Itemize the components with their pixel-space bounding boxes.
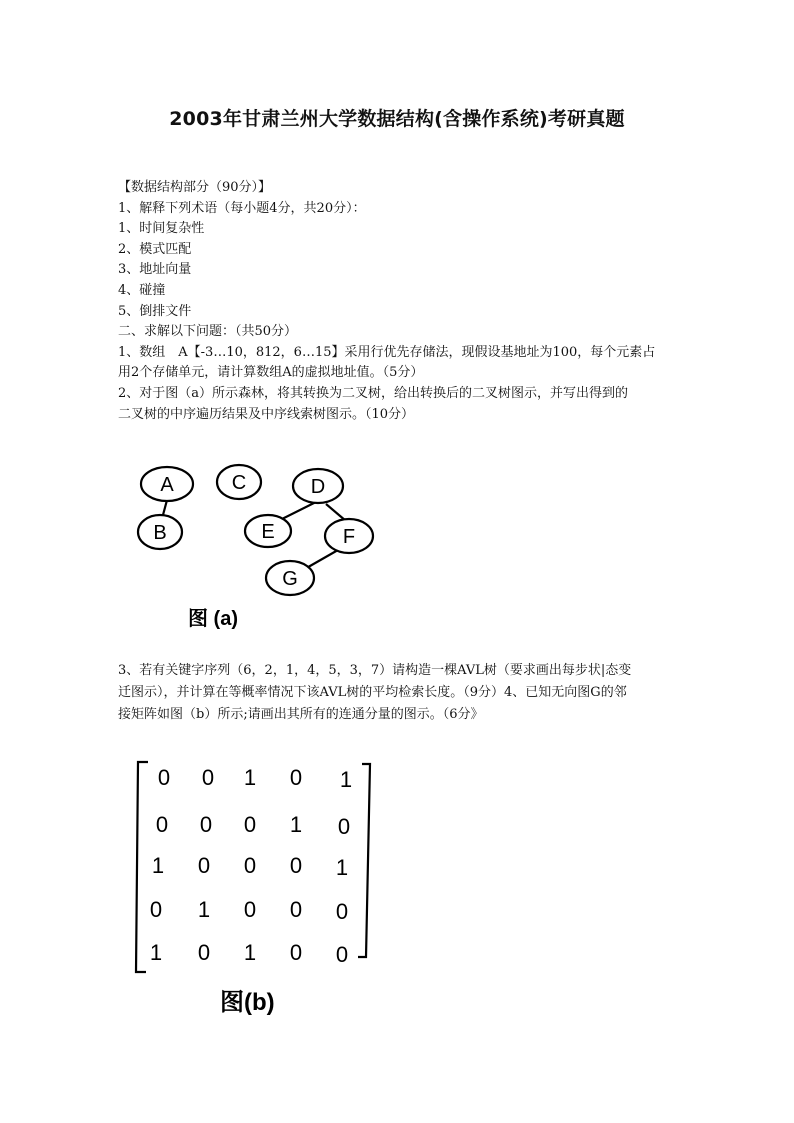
matrix-cell: 1 bbox=[289, 812, 303, 837]
term-item: 3、地址向量 bbox=[118, 262, 192, 278]
svg-text:E: E bbox=[261, 521, 275, 543]
tree-node bbox=[138, 515, 182, 549]
matrix-cell: 0 bbox=[157, 765, 171, 790]
tree-node bbox=[217, 465, 261, 499]
question-line: 二叉树的中序遍历结果及中序线索树图示。（10分） bbox=[118, 406, 415, 422]
matrix-cell: 0 bbox=[197, 853, 211, 878]
matrix-cell: 1 bbox=[151, 853, 165, 878]
matrix-cell: 1 bbox=[243, 940, 257, 965]
term-item: 1、时间复杂性 bbox=[118, 221, 205, 237]
svg-text:F: F bbox=[342, 526, 356, 548]
question-line: 用2个存储单元，请计算数组A的虚拟地址值。（5分） bbox=[118, 365, 424, 381]
question-line: 2、对于图（a）所示森林，将其转换为二叉树，给出转换后的二叉树图示，并写出得到的 bbox=[118, 385, 629, 401]
forest-figure-a bbox=[128, 455, 398, 640]
figure-caption: 图 (a) bbox=[188, 608, 238, 630]
tree-node bbox=[266, 561, 314, 595]
question-line: 1、解释下列术语（每小题4分，共20分）： bbox=[118, 200, 366, 216]
matrix-cell: 0 bbox=[337, 814, 351, 839]
svg-text:B: B bbox=[153, 522, 167, 544]
matrix-cell: 0 bbox=[335, 899, 349, 924]
matrix-cell: 0 bbox=[199, 812, 213, 837]
matrix-cell: 0 bbox=[149, 897, 163, 922]
adjacency-matrix-figure-b bbox=[126, 752, 386, 1027]
tree-node bbox=[245, 515, 291, 547]
svg-text:D: D bbox=[310, 476, 326, 498]
svg-text:G: G bbox=[282, 568, 298, 590]
tree-node bbox=[325, 519, 373, 553]
section-heading: 【数据结构部分（90分）】 bbox=[118, 180, 272, 195]
section-heading: 二、求解以下问题：（共50分） bbox=[118, 324, 298, 340]
matrix-cell: 0 bbox=[243, 897, 257, 922]
term-item: 5、倒排文件 bbox=[118, 303, 192, 319]
question-line: 3、若有关键字序列（6，2，1，4，5，3，7）请构造一棵AVL树（要求画出每步状|态变 bbox=[118, 663, 632, 678]
matrix-cell: 0 bbox=[197, 940, 211, 965]
matrix-cell: 0 bbox=[289, 897, 303, 922]
matrix-cell: 0 bbox=[243, 812, 257, 837]
matrix-cell: 1 bbox=[197, 897, 211, 922]
matrix-cell: 1 bbox=[335, 855, 349, 880]
term-item: 2、模式匹配 bbox=[118, 241, 192, 257]
term-item: 4、碰撞 bbox=[118, 282, 166, 298]
tree-node bbox=[293, 469, 343, 503]
matrix-cell: 0 bbox=[335, 942, 349, 967]
question-text-part1 bbox=[118, 178, 678, 425]
matrix-cell: 0 bbox=[289, 765, 303, 790]
matrix-cell: 0 bbox=[201, 765, 215, 790]
tree-node bbox=[141, 467, 193, 501]
matrix-cell: 1 bbox=[149, 940, 163, 965]
matrix-cell: 0 bbox=[243, 853, 257, 878]
question-line: 迁图示），并计算在等概率情况下该AVL树的平均检索长度。（9分）4、已知无向图G的邻 bbox=[118, 685, 627, 700]
matrix-cell: 0 bbox=[289, 940, 303, 965]
figure-caption: 图(b) bbox=[220, 989, 275, 1016]
page-title: 2003年甘肃兰州大学数据结构(含操作系统)考研真题 bbox=[169, 108, 625, 130]
question-text-part2 bbox=[118, 660, 678, 726]
svg-text:A: A bbox=[160, 474, 174, 496]
matrix-cell: 0 bbox=[289, 853, 303, 878]
matrix-cell: 0 bbox=[155, 812, 169, 837]
matrix-cell: 1 bbox=[243, 765, 257, 790]
svg-text:C: C bbox=[231, 472, 247, 494]
question-line: 接矩阵如图（b）所示;请画出其所有的连通分量的图示。（6分》 bbox=[118, 707, 484, 722]
matrix-cell: 1 bbox=[339, 767, 353, 792]
question-line: 1、数组 A【-3…10，812，6…15】采用行优先存储法，现假设基地址为100，每个元素占 bbox=[118, 344, 656, 360]
